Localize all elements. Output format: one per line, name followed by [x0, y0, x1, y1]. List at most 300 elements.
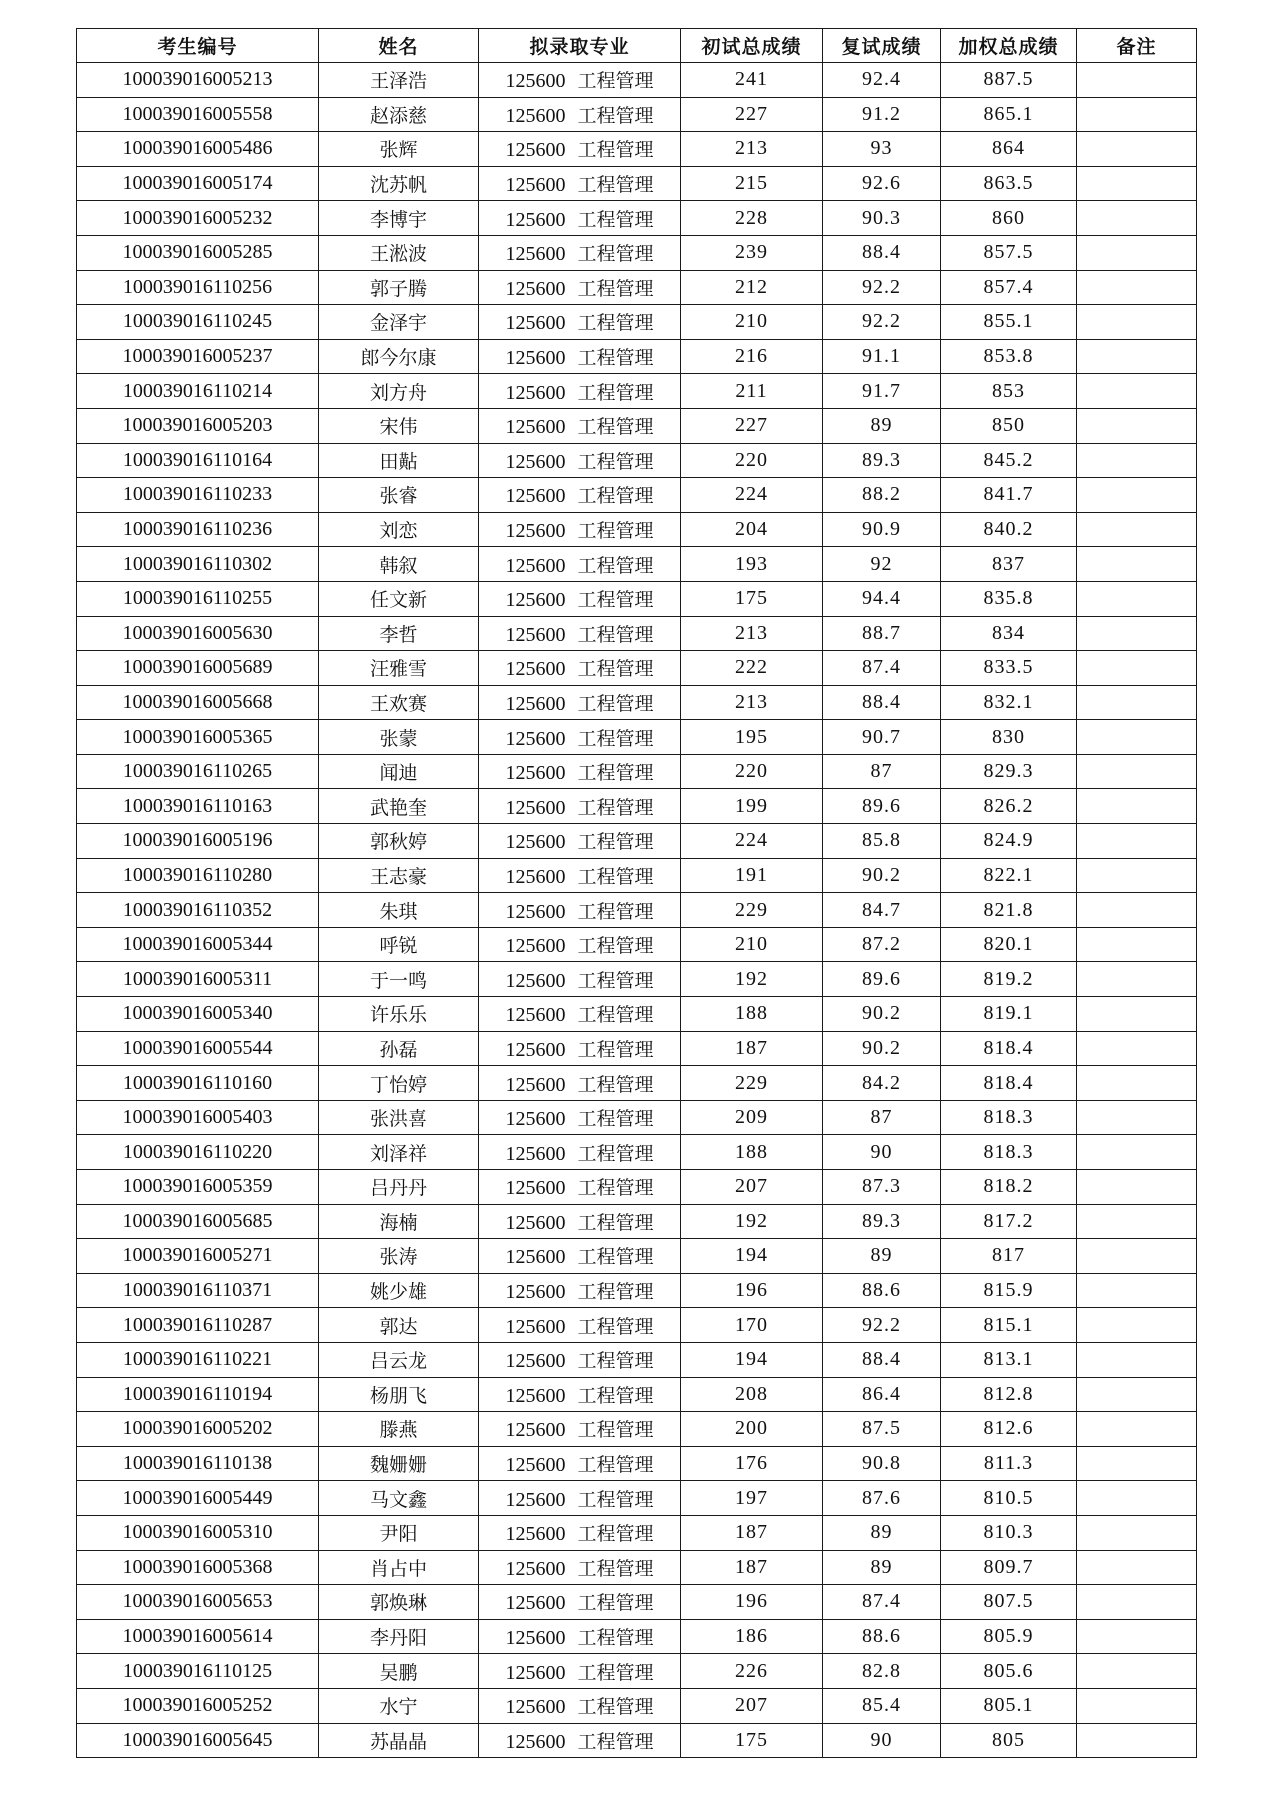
- cell-retest-score: 87.4: [823, 1585, 941, 1620]
- cell-candidate-id: 100039016005685: [77, 1204, 319, 1239]
- cell-initial-score: 229: [681, 893, 823, 928]
- cell-weighted-score: 813.1: [941, 1342, 1077, 1377]
- cell-major: [479, 1515, 681, 1550]
- cell-name: 丁怡婷: [319, 1066, 479, 1101]
- cell-remarks: [1077, 1481, 1197, 1516]
- cell-initial-score: 227: [681, 97, 823, 132]
- cell-retest-score: 87.4: [823, 651, 941, 686]
- table-row: [77, 374, 1197, 409]
- cell-name: 尹阳: [319, 1515, 479, 1550]
- cell-name: 刘泽祥: [319, 1135, 479, 1170]
- major-name: 工程管理: [577, 70, 654, 93]
- cell-retest-score: 90.2: [823, 858, 941, 893]
- cell-remarks: [1077, 97, 1197, 132]
- cell-weighted-score: 805.1: [941, 1688, 1077, 1723]
- cell-major: [479, 547, 681, 582]
- cell-retest-score: 92.6: [823, 166, 941, 201]
- cell-name: 王欢赛: [319, 685, 479, 720]
- cell-name: 吕丹丹: [319, 1170, 479, 1205]
- major-name: 工程管理: [577, 623, 654, 646]
- cell-candidate-id: 100039016005544: [77, 1031, 319, 1066]
- cell-remarks: [1077, 1135, 1197, 1170]
- major-code: 125600: [505, 450, 566, 473]
- cell-initial-score: 229: [681, 1066, 823, 1101]
- cell-remarks: [1077, 305, 1197, 340]
- cell-name: 郭子腾: [319, 270, 479, 305]
- cell-major: [479, 478, 681, 513]
- cell-name: 汪雅雪: [319, 651, 479, 686]
- cell-initial-score: 170: [681, 1308, 823, 1343]
- cell-candidate-id: 100039016005196: [77, 824, 319, 859]
- cell-name: 吴鹏: [319, 1654, 479, 1689]
- cell-candidate-id: 100039016005232: [77, 201, 319, 236]
- major-name: 工程管理: [577, 589, 654, 612]
- cell-weighted-score: 824.9: [941, 824, 1077, 859]
- cell-weighted-score: 863.5: [941, 166, 1077, 201]
- cell-name: 赵添慈: [319, 97, 479, 132]
- cell-major: [479, 754, 681, 789]
- cell-weighted-score: 857.5: [941, 235, 1077, 270]
- table-row: [77, 927, 1197, 962]
- cell-candidate-id: 100039016005285: [77, 235, 319, 270]
- major-code: 125600: [505, 623, 566, 646]
- cell-remarks: [1077, 858, 1197, 893]
- cell-major: [479, 893, 681, 928]
- cell-candidate-id: 100039016110236: [77, 512, 319, 547]
- cell-initial-score: 176: [681, 1446, 823, 1481]
- cell-remarks: [1077, 1688, 1197, 1723]
- cell-initial-score: 227: [681, 408, 823, 443]
- cell-major: [479, 270, 681, 305]
- header-initial-score: 初试总成绩: [681, 29, 823, 63]
- major-code: 125600: [505, 277, 566, 300]
- major-code: 125600: [505, 1108, 566, 1131]
- cell-major: [479, 581, 681, 616]
- cell-major: [479, 1377, 681, 1412]
- cell-candidate-id: 100039016005449: [77, 1481, 319, 1516]
- table-body: [77, 63, 1197, 1758]
- major-code: 125600: [505, 658, 566, 681]
- cell-remarks: [1077, 1446, 1197, 1481]
- major-code: 125600: [505, 520, 566, 543]
- cell-initial-score: 207: [681, 1170, 823, 1205]
- cell-weighted-score: 864: [941, 132, 1077, 167]
- cell-candidate-id: 100039016005645: [77, 1723, 319, 1758]
- major-code: 125600: [505, 589, 566, 612]
- cell-initial-score: 228: [681, 201, 823, 236]
- cell-retest-score: 88.6: [823, 1273, 941, 1308]
- table-row: [77, 305, 1197, 340]
- cell-remarks: [1077, 651, 1197, 686]
- cell-retest-score: 92.2: [823, 270, 941, 305]
- cell-remarks: [1077, 1204, 1197, 1239]
- major-code: 125600: [505, 1454, 566, 1477]
- cell-initial-score: 210: [681, 305, 823, 340]
- major-code: 125600: [505, 831, 566, 854]
- cell-name: 张睿: [319, 478, 479, 513]
- cell-major: [479, 1239, 681, 1274]
- cell-candidate-id: 100039016005174: [77, 166, 319, 201]
- table-row: [77, 132, 1197, 167]
- cell-remarks: [1077, 1515, 1197, 1550]
- major-code: 125600: [505, 865, 566, 888]
- cell-name: 王志豪: [319, 858, 479, 893]
- cell-initial-score: 226: [681, 1654, 823, 1689]
- cell-weighted-score: 811.3: [941, 1446, 1077, 1481]
- major-name: 工程管理: [577, 1108, 654, 1131]
- table-row: [77, 1377, 1197, 1412]
- cell-retest-score: 91.2: [823, 97, 941, 132]
- cell-weighted-score: 860: [941, 201, 1077, 236]
- cell-weighted-score: 807.5: [941, 1585, 1077, 1620]
- cell-remarks: [1077, 512, 1197, 547]
- cell-remarks: [1077, 893, 1197, 928]
- cell-retest-score: 86.4: [823, 1377, 941, 1412]
- major-code: 125600: [505, 1661, 566, 1684]
- cell-weighted-score: 805.6: [941, 1654, 1077, 1689]
- cell-retest-score: 82.8: [823, 1654, 941, 1689]
- cell-initial-score: 241: [681, 63, 823, 98]
- cell-remarks: [1077, 1308, 1197, 1343]
- cell-retest-score: 90.9: [823, 512, 941, 547]
- cell-candidate-id: 100039016110256: [77, 270, 319, 305]
- cell-retest-score: 88.4: [823, 685, 941, 720]
- cell-candidate-id: 100039016005340: [77, 997, 319, 1032]
- cell-remarks: [1077, 1170, 1197, 1205]
- major-name: 工程管理: [577, 243, 654, 266]
- cell-candidate-id: 100039016110302: [77, 547, 319, 582]
- cell-weighted-score: 819.2: [941, 962, 1077, 997]
- cell-retest-score: 90.8: [823, 1446, 941, 1481]
- cell-candidate-id: 100039016005653: [77, 1585, 319, 1620]
- major-code: 125600: [505, 70, 566, 93]
- cell-retest-score: 89: [823, 1550, 941, 1585]
- cell-candidate-id: 100039016110214: [77, 374, 319, 409]
- major-name: 工程管理: [577, 1315, 654, 1338]
- cell-major: [479, 1308, 681, 1343]
- cell-name: 宋伟: [319, 408, 479, 443]
- major-code: 125600: [505, 1246, 566, 1269]
- cell-remarks: [1077, 1273, 1197, 1308]
- cell-remarks: [1077, 166, 1197, 201]
- cell-retest-score: 92.2: [823, 1308, 941, 1343]
- cell-weighted-score: 818.3: [941, 1135, 1077, 1170]
- cell-weighted-score: 853: [941, 374, 1077, 409]
- cell-weighted-score: 853.8: [941, 339, 1077, 374]
- cell-name: 于一鸣: [319, 962, 479, 997]
- cell-initial-score: 199: [681, 789, 823, 824]
- cell-major: [479, 1723, 681, 1758]
- cell-major: [479, 1619, 681, 1654]
- cell-weighted-score: 818.4: [941, 1066, 1077, 1101]
- table-row: [77, 1308, 1197, 1343]
- cell-candidate-id: 100039016110233: [77, 478, 319, 513]
- cell-retest-score: 88.7: [823, 616, 941, 651]
- table-row: [77, 1619, 1197, 1654]
- cell-major: [479, 858, 681, 893]
- cell-name: 郭达: [319, 1308, 479, 1343]
- cell-retest-score: 92.2: [823, 305, 941, 340]
- major-name: 工程管理: [577, 1419, 654, 1442]
- cell-candidate-id: 100039016005311: [77, 962, 319, 997]
- cell-name: 水宁: [319, 1688, 479, 1723]
- cell-retest-score: 93: [823, 132, 941, 167]
- cell-name: 张辉: [319, 132, 479, 167]
- cell-major: [479, 132, 681, 167]
- table-row: [77, 1342, 1197, 1377]
- major-name: 工程管理: [577, 1073, 654, 1096]
- cell-remarks: [1077, 789, 1197, 824]
- cell-weighted-score: 833.5: [941, 651, 1077, 686]
- cell-major: [479, 1100, 681, 1135]
- major-code: 125600: [505, 485, 566, 508]
- cell-major: [479, 235, 681, 270]
- cell-weighted-score: 837: [941, 547, 1077, 582]
- cell-weighted-score: 818.2: [941, 1170, 1077, 1205]
- cell-name: 苏晶晶: [319, 1723, 479, 1758]
- table-row: [77, 1515, 1197, 1550]
- cell-initial-score: 193: [681, 547, 823, 582]
- cell-name: 郎今尔康: [319, 339, 479, 374]
- cell-weighted-score: 857.4: [941, 270, 1077, 305]
- cell-name: 金泽宇: [319, 305, 479, 340]
- cell-initial-score: 211: [681, 374, 823, 409]
- cell-name: 肖占中: [319, 1550, 479, 1585]
- table-row: [77, 166, 1197, 201]
- major-code: 125600: [505, 1488, 566, 1511]
- cell-retest-score: 92.4: [823, 63, 941, 98]
- cell-remarks: [1077, 270, 1197, 305]
- major-name: 工程管理: [577, 347, 654, 370]
- cell-retest-score: 89.6: [823, 789, 941, 824]
- cell-initial-score: 207: [681, 1688, 823, 1723]
- cell-major: [479, 962, 681, 997]
- cell-retest-score: 88.6: [823, 1619, 941, 1654]
- header-name: 姓名: [319, 29, 479, 63]
- major-code: 125600: [505, 762, 566, 785]
- cell-retest-score: 87: [823, 1100, 941, 1135]
- cell-retest-score: 89.3: [823, 443, 941, 478]
- major-code: 125600: [505, 969, 566, 992]
- cell-remarks: [1077, 132, 1197, 167]
- cell-retest-score: 88.4: [823, 235, 941, 270]
- cell-major: [479, 1273, 681, 1308]
- cell-retest-score: 91.1: [823, 339, 941, 374]
- cell-candidate-id: 100039016005403: [77, 1100, 319, 1135]
- table-row: [77, 1585, 1197, 1620]
- cell-remarks: [1077, 374, 1197, 409]
- table-row: [77, 201, 1197, 236]
- cell-name: 郭秋婷: [319, 824, 479, 859]
- major-code: 125600: [505, 727, 566, 750]
- cell-candidate-id: 100039016110245: [77, 305, 319, 340]
- cell-remarks: [1077, 1585, 1197, 1620]
- table-row: [77, 858, 1197, 893]
- major-name: 工程管理: [577, 1592, 654, 1615]
- cell-weighted-score: 812.6: [941, 1412, 1077, 1447]
- cell-retest-score: 89: [823, 1515, 941, 1550]
- major-code: 125600: [505, 174, 566, 197]
- cell-weighted-score: 841.7: [941, 478, 1077, 513]
- cell-major: [479, 685, 681, 720]
- cell-initial-score: 196: [681, 1585, 823, 1620]
- major-code: 125600: [505, 139, 566, 162]
- cell-remarks: [1077, 1031, 1197, 1066]
- cell-retest-score: 84.7: [823, 893, 941, 928]
- major-name: 工程管理: [577, 208, 654, 231]
- major-name: 工程管理: [577, 1523, 654, 1546]
- cell-weighted-score: 805: [941, 1723, 1077, 1758]
- cell-major: [479, 1066, 681, 1101]
- major-code: 125600: [505, 381, 566, 404]
- cell-candidate-id: 100039016005252: [77, 1688, 319, 1723]
- cell-major: [479, 374, 681, 409]
- cell-weighted-score: 815.9: [941, 1273, 1077, 1308]
- major-name: 工程管理: [577, 1557, 654, 1580]
- cell-candidate-id: 100039016005630: [77, 616, 319, 651]
- major-name: 工程管理: [577, 1627, 654, 1650]
- cell-remarks: [1077, 1377, 1197, 1412]
- cell-name: 吕云龙: [319, 1342, 479, 1377]
- major-code: 125600: [505, 1211, 566, 1234]
- cell-major: [479, 443, 681, 478]
- table-row: [77, 1481, 1197, 1516]
- table-row: [77, 235, 1197, 270]
- major-code: 125600: [505, 1350, 566, 1373]
- table-row: [77, 1723, 1197, 1758]
- major-name: 工程管理: [577, 381, 654, 404]
- cell-initial-score: 200: [681, 1412, 823, 1447]
- cell-name: 朱琪: [319, 893, 479, 928]
- cell-initial-score: 204: [681, 512, 823, 547]
- cell-initial-score: 216: [681, 339, 823, 374]
- cell-candidate-id: 100039016005558: [77, 97, 319, 132]
- cell-major: [479, 305, 681, 340]
- table-header-row: [77, 29, 1197, 63]
- table-row: [77, 1100, 1197, 1135]
- cell-name: 李哲: [319, 616, 479, 651]
- cell-name: 呼锐: [319, 927, 479, 962]
- major-code: 125600: [505, 1004, 566, 1027]
- cell-major: [479, 927, 681, 962]
- cell-weighted-score: 821.8: [941, 893, 1077, 928]
- table-row: [77, 1170, 1197, 1205]
- major-name: 工程管理: [577, 1696, 654, 1719]
- major-name: 工程管理: [577, 658, 654, 681]
- table-row: [77, 685, 1197, 720]
- major-name: 工程管理: [577, 554, 654, 577]
- cell-weighted-score: 818.4: [941, 1031, 1077, 1066]
- cell-major: [479, 1585, 681, 1620]
- cell-retest-score: 87.5: [823, 1412, 941, 1447]
- cell-name: 郭焕琳: [319, 1585, 479, 1620]
- cell-major: [479, 997, 681, 1032]
- cell-retest-score: 90.7: [823, 720, 941, 755]
- major-name: 工程管理: [577, 1454, 654, 1477]
- cell-weighted-score: 820.1: [941, 927, 1077, 962]
- cell-major: [479, 651, 681, 686]
- cell-weighted-score: 810.3: [941, 1515, 1077, 1550]
- cell-initial-score: 213: [681, 616, 823, 651]
- cell-weighted-score: 834: [941, 616, 1077, 651]
- cell-weighted-score: 865.1: [941, 97, 1077, 132]
- cell-major: [479, 1204, 681, 1239]
- table-row: [77, 512, 1197, 547]
- major-code: 125600: [505, 1177, 566, 1200]
- cell-initial-score: 175: [681, 1723, 823, 1758]
- cell-retest-score: 90.3: [823, 201, 941, 236]
- table-row: [77, 1239, 1197, 1274]
- cell-initial-score: 220: [681, 443, 823, 478]
- cell-major: [479, 512, 681, 547]
- cell-weighted-score: 819.1: [941, 997, 1077, 1032]
- major-name: 工程管理: [577, 1350, 654, 1373]
- cell-candidate-id: 100039016110160: [77, 1066, 319, 1101]
- cell-weighted-score: 826.2: [941, 789, 1077, 824]
- major-name: 工程管理: [577, 935, 654, 958]
- cell-remarks: [1077, 1723, 1197, 1758]
- cell-retest-score: 85.4: [823, 1688, 941, 1723]
- header-major: 拟录取专业: [479, 29, 681, 63]
- cell-major: [479, 1412, 681, 1447]
- cell-retest-score: 89.6: [823, 962, 941, 997]
- table-row: [77, 1446, 1197, 1481]
- cell-retest-score: 84.2: [823, 1066, 941, 1101]
- major-name: 工程管理: [577, 1211, 654, 1234]
- table-row: [77, 1654, 1197, 1689]
- major-code: 125600: [505, 1592, 566, 1615]
- cell-candidate-id: 100039016110265: [77, 754, 319, 789]
- cell-candidate-id: 100039016005689: [77, 651, 319, 686]
- cell-weighted-score: 887.5: [941, 63, 1077, 98]
- cell-name: 沈苏帆: [319, 166, 479, 201]
- cell-initial-score: 175: [681, 581, 823, 616]
- table-row: [77, 339, 1197, 374]
- major-name: 工程管理: [577, 727, 654, 750]
- cell-weighted-score: 832.1: [941, 685, 1077, 720]
- cell-remarks: [1077, 824, 1197, 859]
- major-name: 工程管理: [577, 969, 654, 992]
- cell-remarks: [1077, 1100, 1197, 1135]
- cell-retest-score: 90: [823, 1135, 941, 1170]
- cell-candidate-id: 100039016110221: [77, 1342, 319, 1377]
- table-row: [77, 754, 1197, 789]
- cell-candidate-id: 100039016005614: [77, 1619, 319, 1654]
- cell-candidate-id: 100039016110352: [77, 893, 319, 928]
- table-row: [77, 789, 1197, 824]
- cell-remarks: [1077, 201, 1197, 236]
- cell-weighted-score: 840.2: [941, 512, 1077, 547]
- cell-remarks: [1077, 1239, 1197, 1274]
- major-name: 工程管理: [577, 692, 654, 715]
- cell-initial-score: 192: [681, 962, 823, 997]
- table-row: [77, 962, 1197, 997]
- cell-remarks: [1077, 1342, 1197, 1377]
- cell-major: [479, 408, 681, 443]
- cell-initial-score: 194: [681, 1239, 823, 1274]
- major-code: 125600: [505, 416, 566, 439]
- major-code: 125600: [505, 1281, 566, 1304]
- cell-candidate-id: 100039016110164: [77, 443, 319, 478]
- cell-major: [479, 339, 681, 374]
- cell-name: 姚少雄: [319, 1273, 479, 1308]
- cell-candidate-id: 100039016005359: [77, 1170, 319, 1205]
- cell-candidate-id: 100039016005237: [77, 339, 319, 374]
- major-name: 工程管理: [577, 796, 654, 819]
- cell-weighted-score: 850: [941, 408, 1077, 443]
- cell-remarks: [1077, 339, 1197, 374]
- cell-candidate-id: 100039016110194: [77, 1377, 319, 1412]
